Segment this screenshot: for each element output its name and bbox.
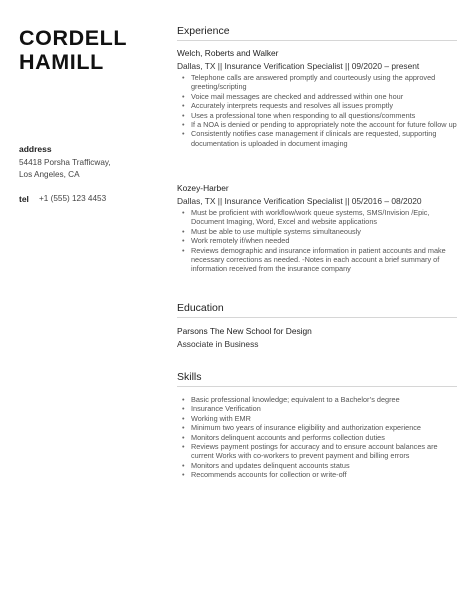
list-item: • Consistently notifies case management if clinicals are requested, supporting documentation is uploaded in document imaging xyxy=(177,129,457,148)
tel-value: +1 (555) 123 4453 xyxy=(39,194,107,203)
job-1-bullets xyxy=(177,73,457,148)
job-1-company: Welch, Roberts and Walker xyxy=(177,48,279,58)
list-item: • Must be able to use multiple systems simultaneously xyxy=(177,227,457,236)
list-item: • Monitors delinquent accounts and performs collection duties xyxy=(177,433,457,442)
education-heading: Education xyxy=(177,302,224,314)
experience-heading: Experience xyxy=(177,25,230,37)
list-item: • Telephone calls are answered promptly and courteously using the approved greeting/scripting xyxy=(177,73,457,92)
list-item: • Working with EMR xyxy=(177,414,457,423)
name-first: CORDELL xyxy=(19,26,128,50)
address-line-2: Los Angeles, CA xyxy=(19,170,80,179)
skills-divider xyxy=(177,386,457,387)
name-last: HAMILL xyxy=(19,50,104,74)
list-item: • Must be proficient with workflow/work queue systems, SMS/Invision /Epic, Document Imaging, Word, Excel and website applications xyxy=(177,208,457,227)
list-item: • Basic professional knowledge; equivalent to a Bachelor’s degree xyxy=(177,395,457,404)
list-item: • Work remotely if/when needed xyxy=(177,236,457,245)
job-1-details: Dallas, TX || Insurance Verification Specialist || 09/2020 – present xyxy=(177,61,420,71)
name-block xyxy=(19,26,159,74)
address-label: address xyxy=(19,144,52,154)
address-line-1: 54418 Porsha Trafficway, xyxy=(19,158,111,167)
job-2-company: Kozey-Harber xyxy=(177,183,229,193)
list-item: • Insurance Verification xyxy=(177,404,457,413)
list-item: • If a NOA is denied or pending to appropriately note the account for future follow up xyxy=(177,120,457,129)
education-divider xyxy=(177,317,457,318)
job-2-details: Dallas, TX || Insurance Verification Specialist || 05/2016 – 08/2020 xyxy=(177,196,422,206)
list-item: • Reviews demographic and insurance information in patient accounts and make necessary corrections as needed. -Notes in each account a brief summary of information received from the insurance company xyxy=(177,246,457,274)
tel-label: tel xyxy=(19,194,29,204)
list-item: • Accurately interprets requests and resolves all issues promptly xyxy=(177,101,457,110)
education-school: Parsons The New School for Design xyxy=(177,326,312,336)
list-item: • Reviews payment postings for accuracy and to ensure account balances are current Works with co-workers to prevent payment and billing errors xyxy=(177,442,457,461)
list-item: • Monitors and updates delinquent accounts status xyxy=(177,461,457,470)
list-item: • Recommends accounts for collection or write-off xyxy=(177,470,457,479)
skills-list xyxy=(177,395,457,480)
list-item: • Voice mail messages are checked and addressed within one hour xyxy=(177,92,457,101)
education-degree: Associate in Business xyxy=(177,339,259,349)
list-item: • Uses a professional tone when responding to all questions/comments xyxy=(177,111,457,120)
job-2-bullets xyxy=(177,208,457,274)
skills-heading: Skills xyxy=(177,371,202,383)
list-item: • Minimum two years of insurance eligibility and authorization experience xyxy=(177,423,457,432)
experience-divider xyxy=(177,40,457,41)
